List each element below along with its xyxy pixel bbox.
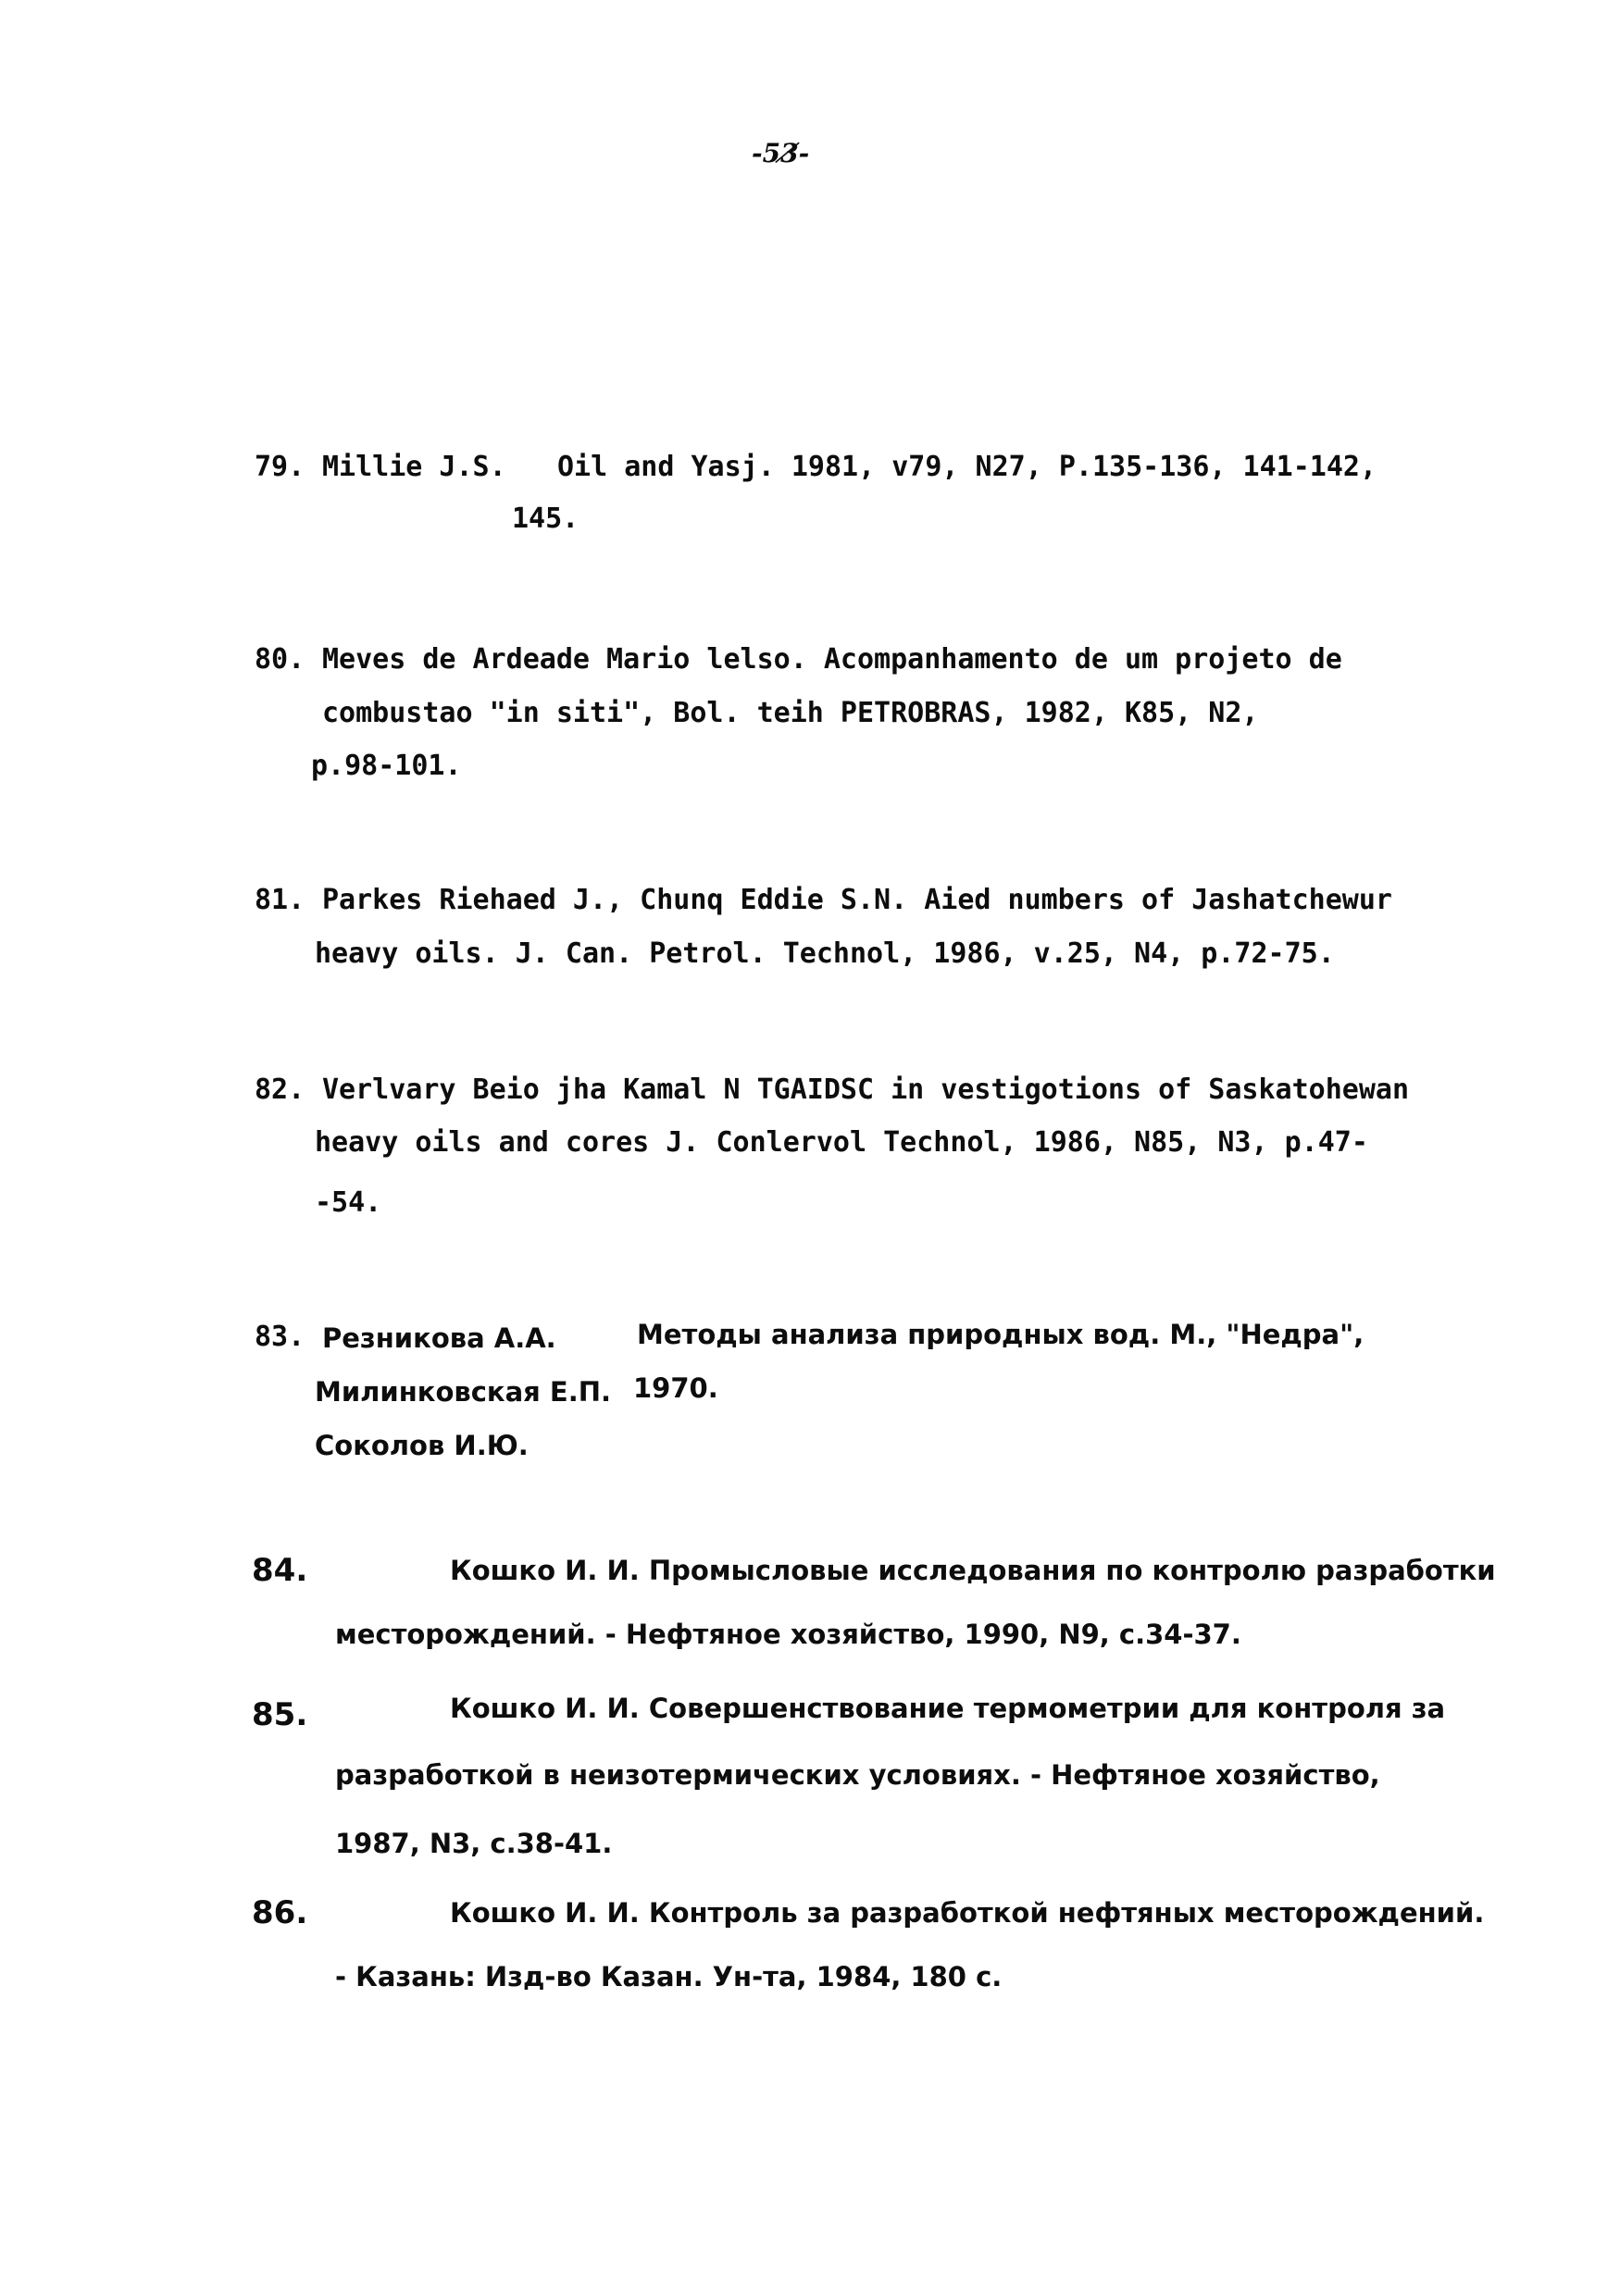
reference-text: Кошко И. И. Совершенствование термометрии для контроля за [450, 1693, 1446, 1724]
reference-text: combustao "in siti", Bol. teih PETROBRAS, 1982, K85, N2, [322, 697, 1259, 729]
reference-text: Кошко И. И. Контроль за разработкой нефтяных месторождений. [450, 1897, 1485, 1929]
reference-number: 85. [252, 1696, 308, 1733]
reference-text: Verlvary Beio jha Kamal N TGAIDSC in vestigotions of Saskatohewan [322, 1074, 1409, 1106]
reference-text: - Казань: Изд-во Казан. Ун-та, 1984, 180 с. [335, 1961, 1003, 1992]
reference-authors: Millie J.S. [322, 451, 506, 483]
reference-text: Parkes Riehaed J., Chunq Eddie S.N. Aied numbers of Jashatchewur [322, 884, 1392, 916]
page-number: -53̸- [752, 138, 810, 168]
reference-number: 80. [255, 643, 305, 676]
reference-title: Методы анализа природных вод. М., "Недра", [637, 1319, 1365, 1350]
reference-text: heavy oils and cores J. Conlervol Technol, 1986, N85, N3, p.47- [315, 1126, 1368, 1159]
reference-author: Милинковская Е.П. [315, 1376, 612, 1408]
reference-text: heavy oils. J. Can. Petrol. Technol, 1986, v.25, N4, p.72-75. [315, 937, 1335, 970]
reference-text: месторождений. - Нефтяное хозяйство, 1990, N9, с.34-37. [335, 1619, 1241, 1650]
reference-text: 1987, N3, с.38-41. [335, 1828, 613, 1859]
reference-text: Кошко И. И. Промысловые исследования по контролю разработки [450, 1555, 1496, 1586]
reference-text: p.98-101. [311, 750, 462, 782]
reference-number: 86. [252, 1894, 308, 1931]
reference-text: Meves de Ardeade Mario lelso. Acompanhamento de um projeto de [322, 643, 1342, 676]
reference-number: 79. [255, 451, 305, 483]
reference-number: 81. [255, 884, 305, 916]
reference-author: Резникова А.А. [322, 1322, 556, 1354]
reference-number: 84. [252, 1552, 308, 1589]
reference-number: 83. [255, 1321, 305, 1353]
reference-year: 1970. [633, 1372, 718, 1404]
reference-text: разработкой в неизотермических условиях. - Нефтяное хозяйство, [335, 1759, 1380, 1791]
reference-text: Oil and Yasj. 1981, v79, N27, P.135-136, 141-142, [557, 451, 1377, 483]
reference-text: 145. [512, 503, 579, 535]
reference-number: 82. [255, 1074, 305, 1106]
reference-author: Соколов И.Ю. [315, 1430, 529, 1461]
reference-text: -54. [315, 1186, 382, 1219]
